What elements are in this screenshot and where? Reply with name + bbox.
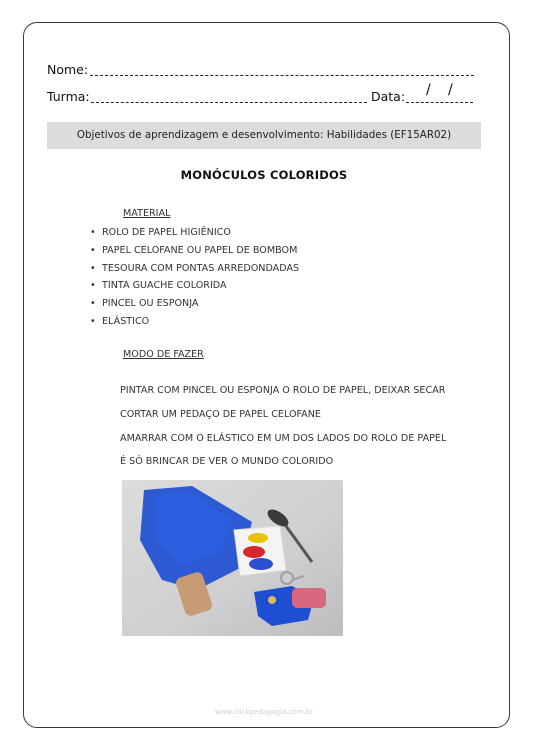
page-title: MONÓCULOS COLORIDOS: [180, 168, 348, 182]
footer-url: www.clickpedagogia.com.br: [214, 708, 313, 716]
list-item: [90, 242, 299, 260]
list-item: [90, 313, 299, 331]
list-item-text: TINTA GUACHE COLORIDA: [102, 280, 227, 292]
list-item-text: PAPEL CELOFANE OU PAPEL DE BOMBOM: [102, 244, 298, 256]
turma-line[interactable]: [91, 102, 367, 103]
list-item: [90, 277, 299, 295]
turma-label: Turma:: [47, 89, 90, 104]
step-text: PINTAR COM PINCEL OU ESPONJA O ROLO DE PAPEL, DEIXAR SECAR: [120, 385, 446, 396]
steps-list: [120, 383, 446, 478]
list-item: [90, 295, 299, 313]
modo-heading: MODO DE FAZER: [123, 349, 204, 360]
step-text: AMARRAR COM O ELÁSTICO EM UM DOS LADOS DO ROLO DE PAPEL: [120, 432, 447, 444]
bullet-icon: •: [90, 298, 96, 310]
bullet-icon: •: [90, 244, 96, 256]
list-item: [90, 260, 299, 278]
step-text: CORTAR UM PEDAÇO DE PAPEL CELOFANE: [120, 408, 321, 420]
step-text: É SÓ BRINCAR DE VER O MUNDO COLORIDO: [120, 456, 334, 468]
list-item-text: PINCEL OU ESPONJA: [102, 298, 199, 310]
objectives-bar: Objetivos de aprendizagem e desenvolvimento: Habilidades (EF15AR02): [47, 122, 481, 149]
list-item-text: ELÁSTICO: [102, 315, 150, 327]
data-line[interactable]: [406, 102, 473, 103]
data-label: Data:: [371, 89, 406, 104]
material-heading: MATERIAL: [123, 208, 171, 219]
date-slash-1: /: [426, 82, 431, 98]
list-item-text: ROLO DE PAPEL HIGIÊNICO: [102, 227, 231, 238]
material-list: [90, 224, 299, 331]
bullet-icon: •: [90, 280, 96, 292]
list-item: [90, 224, 299, 242]
nome-label: Nome:: [47, 62, 89, 77]
date-slash-2: /: [448, 82, 453, 98]
list-item-text: TESOURA COM PONTAS ARREDONDADAS: [102, 262, 300, 274]
bullet-icon: •: [90, 262, 96, 274]
nome-line[interactable]: [90, 75, 474, 76]
bullet-icon: •: [90, 227, 96, 238]
materials-photo: [122, 480, 343, 636]
bullet-icon: •: [90, 315, 96, 327]
